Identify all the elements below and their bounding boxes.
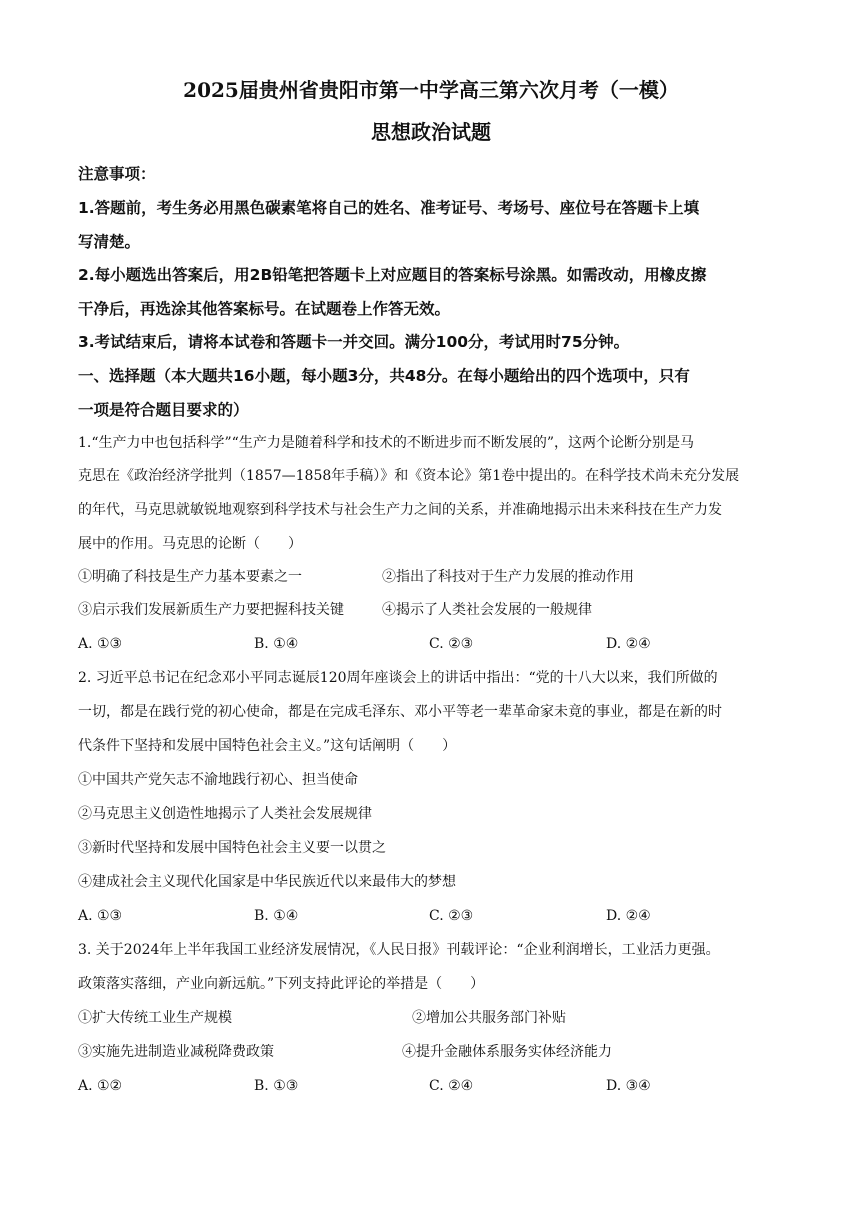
answer-choice: D. ③④	[606, 1078, 651, 1094]
answer-choice: A. ①②	[78, 1078, 123, 1094]
notice-item: 写清楚。	[78, 233, 141, 251]
notice-item: 1.答题前，考生务必用黑色碳素笔将自己的姓名、准考证号、考场号、座位号在答题卡上填	[78, 199, 700, 217]
answer-choice: D. ②④	[606, 636, 651, 652]
exam-subtitle: 思想政治试题	[371, 120, 491, 144]
section-heading: 一、选择题（本大题共16小题，每小题3分，共48分。在每小题给出的四个选项中，只有	[78, 367, 690, 385]
question-stem: 1.“生产力中也包括科学”“生产力是随着科学和技术的不断进步而不断发展的”，这两个论断分别是马	[78, 435, 694, 451]
question-stem: 代条件下坚持和发展中国特色社会主义。”这句话阐明（ ）	[78, 738, 457, 754]
question-stem: 克思在《政治经济学批判（1857—1858年手稿）》和《资本论》第1卷中提出的。在科学技术尚未充分发展	[78, 468, 740, 484]
statement-option: ④提升金融体系服务实体经济能力	[402, 1044, 612, 1060]
statement-option: ②指出了科技对于生产力发展的推动作用	[382, 569, 634, 585]
section-heading: 一项是符合题目要求的）	[78, 401, 249, 419]
question-stem: 政策落实落细，产业向新远航。”下列支持此评论的举措是（ ）	[78, 976, 485, 992]
statement-option: ④建成社会主义现代化国家是中华民族近代以来最伟大的梦想	[78, 874, 456, 890]
exam-title: 2025届贵州省贵阳市第一中学高三第六次月考（一模）	[183, 78, 679, 102]
answer-choice: C. ②③	[429, 636, 474, 652]
notice-item: 2.每小题选出答案后，用2B铅笔把答题卡上对应题目的答案标号涂黑。如需改动，用橡皮擦	[78, 266, 707, 284]
answer-choice: C. ②④	[429, 1078, 474, 1094]
answer-choice: C. ②③	[429, 908, 474, 924]
statement-option: ①中国共产党矢志不渝地践行初心、担当使命	[78, 772, 358, 788]
notice-heading: 注意事项：	[78, 165, 156, 183]
answer-choice: B. ①④	[254, 908, 299, 924]
answer-choice: A. ①③	[78, 636, 123, 652]
answer-choice: B. ①③	[254, 1078, 299, 1094]
statement-option: ①明确了科技是生产力基本要素之一	[78, 569, 302, 585]
question-stem: 展中的作用。马克思的论断（ ）	[78, 536, 302, 552]
question-stem: 一切，都是在践行党的初心使命，都是在完成毛泽东、邓小平等老一辈革命家未竟的事业，都是在新的时	[78, 704, 722, 720]
question-stem: 3. 关于2024年上半年我国工业经济发展情况，《人民日报》刊载评论：“企业利润增长，工业活力更强。	[78, 942, 720, 958]
answer-choice: D. ②④	[606, 908, 651, 924]
question-stem: 2. 习近平总书记在纪念邓小平同志诞辰120周年座谈会上的讲话中指出：“党的十八大以来，我们所做的	[78, 670, 718, 686]
notice-item: 3.考试结束后，请将本试卷和答题卡一并交回。满分100分，考试用时75分钟。	[78, 333, 630, 351]
statement-option: ①扩大传统工业生产规模	[78, 1010, 232, 1026]
question-stem: 的年代，马克思就敏锐地观察到科学技术与社会生产力之间的关系，并准确地揭示出未来科技在生产力发	[78, 502, 722, 518]
statement-option: ②增加公共服务部门补贴	[412, 1010, 566, 1026]
notice-item: 干净后，再选涂其他答案标号。在试题卷上作答无效。	[78, 300, 451, 318]
answer-choice: A. ①③	[78, 908, 123, 924]
statement-option: ②马克思主义创造性地揭示了人类社会发展规律	[78, 806, 372, 822]
statement-option: ④揭示了人类社会发展的一般规律	[382, 602, 592, 618]
statement-option: ③启示我们发展新质生产力要把握科技关键	[78, 602, 344, 618]
statement-option: ③实施先进制造业减税降费政策	[78, 1044, 274, 1060]
answer-choice: B. ①④	[254, 636, 299, 652]
statement-option: ③新时代坚持和发展中国特色社会主义要一以贯之	[78, 840, 386, 856]
